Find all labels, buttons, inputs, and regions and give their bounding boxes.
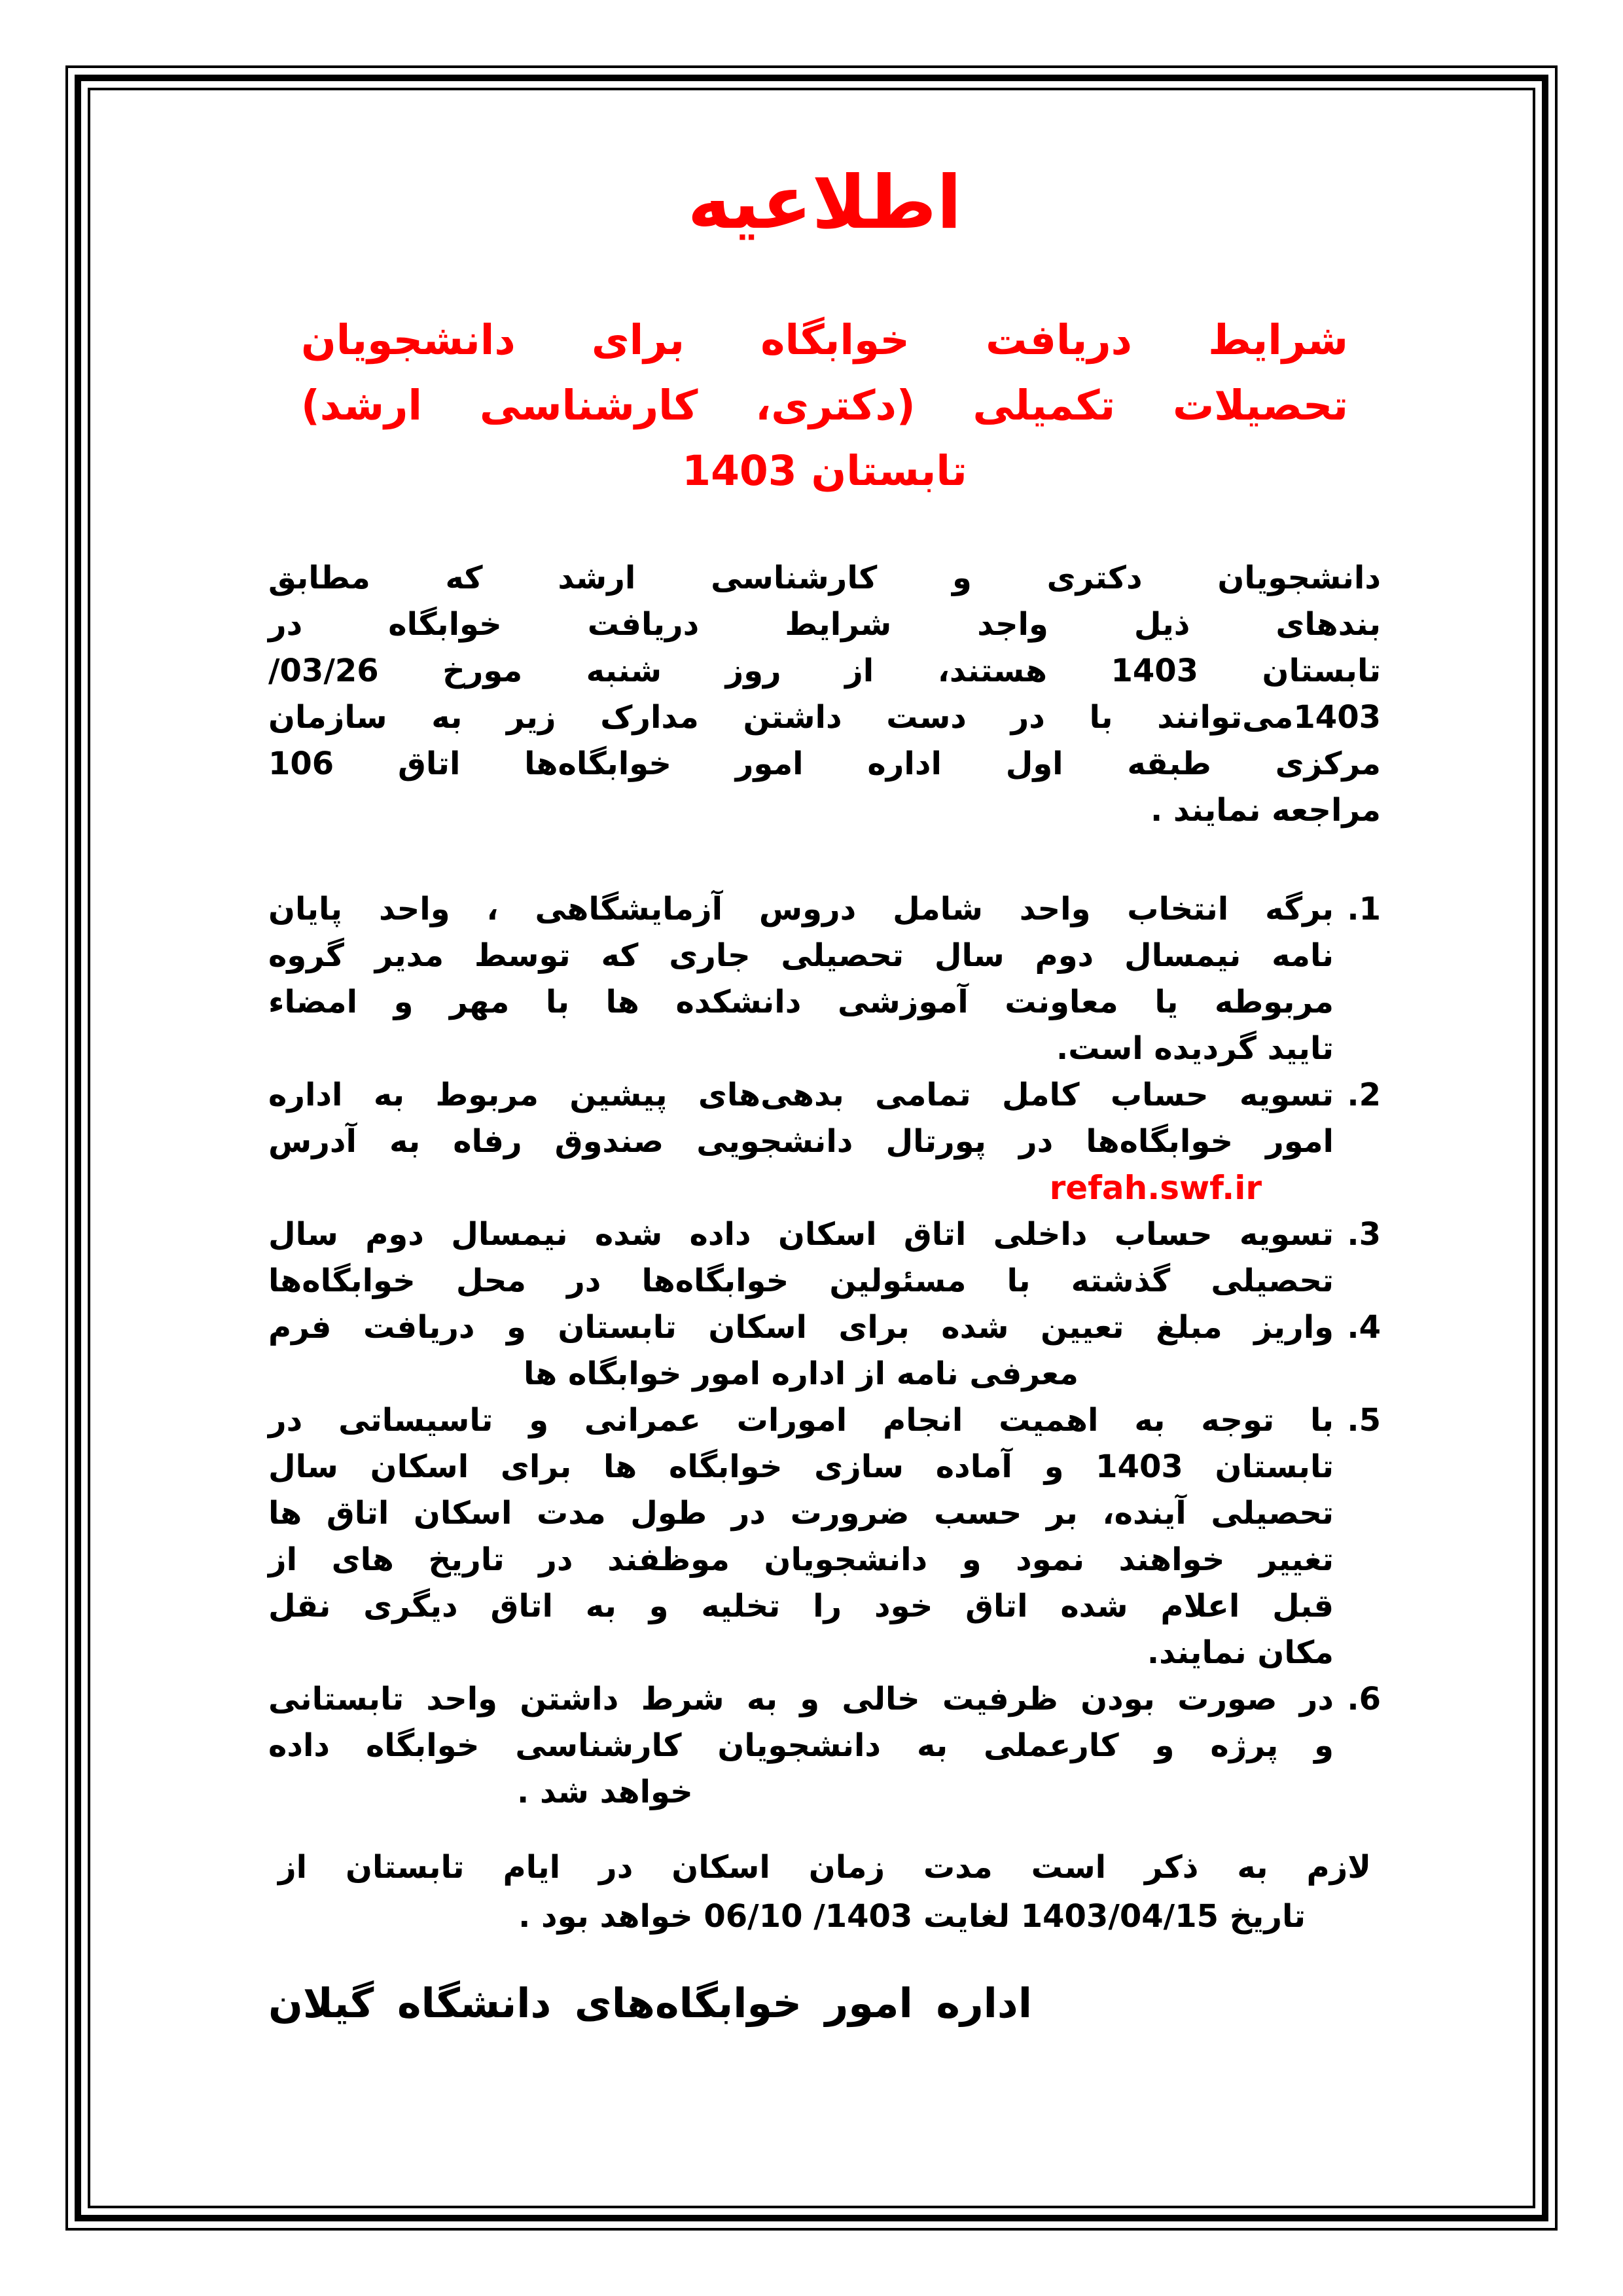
list-item-1 (268, 886, 1381, 1072)
list-item-5-line-4: تغییر خواهند نمود و دانشجویان موظفند در تاریخ های از (268, 1541, 1334, 1578)
list-item-4-line-2: معرفی نامه از اداره امور خوابگاه ها (523, 1355, 1079, 1392)
list-item-1-line-3: مربوطه یا معاونت آموزشی دانشکده ها با مهر و امضاء (268, 984, 1334, 1020)
subtitle-line-3: تابستان 1403 (682, 447, 967, 495)
list-item-2-line-2: امور خوابگاه‌ها در پورتال دانشجویی صندوق رفاه به آدرس (268, 1123, 1334, 1160)
list-item-6-line-3: خواهد شد . (517, 1774, 693, 1810)
list-item-1-line-4: تایید گردیده است. (1056, 1030, 1334, 1067)
intro-line-3: تابستان 1403 هستند، از روز شنبه مورخ 03/26/ (268, 653, 1381, 689)
list-item-5 (268, 1397, 1381, 1676)
closing-line-1: لازم به ذکر است مدت زمان اسکان در ایام تابستان از (278, 1849, 1371, 1886)
signature-footer: اداره امور خوابگاه‌های دانشگاه گیلان (268, 1979, 1033, 2027)
list-item-2-line-1: تسویه حساب کامل تمامی بدهی‌های پیشین مربوط به اداره (268, 1077, 1334, 1113)
document-content (268, 111, 1381, 2036)
intro-line-4: 1403می‌توانند با در دست داشتن مدارک زیر به سازمان (268, 699, 1381, 736)
list-item-6-number: 6. (1347, 1681, 1381, 1717)
list-item-5-line-6: مکان نمایند. (1147, 1634, 1334, 1671)
list-item-5-line-2: تابستان 1403 و آماده سازی خوابگاه ها برای اسکان سال (268, 1448, 1334, 1485)
list-item-2 (268, 1072, 1381, 1211)
closing-note (268, 1843, 1381, 1941)
list-item-5-text (268, 1397, 1334, 1676)
list-item-1-text (268, 886, 1334, 1072)
list-item-6 (268, 1676, 1381, 1816)
intro-line-5: مرکزی طبقه اول اداره امور خوابگاه‌ها اتاق 106 (268, 745, 1381, 782)
requirements-list (268, 886, 1381, 1816)
closing-line-2: تاریخ 1403/04/15 لغایت 1403/ 06/10 خواهد بود . (518, 1898, 1306, 1935)
notice-title: اطلاعیه (687, 160, 962, 245)
list-item-5-line-3: تحصیلی آینده، بر حسب ضرورت در طول مدت اسکان اتاق ها (268, 1495, 1334, 1532)
list-item-6-line-1: در صورت بودن ظرفیت خالی و به شرط داشتن واحد تابستانی (268, 1681, 1334, 1717)
subtitle-line-1: شرایط دریافت خوابگاه برای دانشجویان (301, 316, 1348, 364)
subtitle-line-2: تحصیلات تکمیلی (دکتری، کارشناسی ارشد) (301, 382, 1348, 429)
list-item-5-number: 5. (1347, 1402, 1381, 1439)
list-item-4-number: 4. (1347, 1309, 1381, 1346)
refah-portal-link[interactable]: refah.swf.ir (1049, 1169, 1262, 1207)
list-item-2-number: 2. (1347, 1077, 1381, 1113)
list-item-4 (268, 1304, 1381, 1397)
list-item-5-line-1: با توجه به اهمیت انجام امورات عمرانی و تاسیساتی در (268, 1402, 1334, 1439)
intro-line-6: مراجعه نمایند . (1150, 792, 1381, 829)
intro-paragraph (268, 555, 1381, 834)
list-item-4-text (268, 1304, 1334, 1397)
list-item-2-text (268, 1072, 1334, 1211)
list-item-4-line-1: واریز مبلغ تعیین شده برای اسکان تابستان و دریافت فرم (268, 1309, 1334, 1346)
list-item-6-line-2: و پرژه و کارعملی به دانشجویان کارشناسی خوابگاه داده (268, 1727, 1334, 1764)
intro-line-2: بندهای ذیل واجد شرایط دریافت خوابگاه در (268, 606, 1381, 643)
refah-portal-link-line (268, 1165, 1334, 1211)
list-item-3 (268, 1211, 1381, 1304)
notice-subtitle (268, 308, 1381, 504)
intro-line-1: دانشجویان دکتری و کارشناسی ارشد که مطابق (268, 560, 1381, 596)
list-item-3-line-1: تسویه حساب داخلی اتاق اسکان داده شده نیمسال دوم سال (268, 1216, 1334, 1253)
list-item-1-line-1: برگه انتخاب واحد شامل دروس آزمایشگاهی ، واحد پایان (268, 891, 1334, 927)
list-item-3-text (268, 1211, 1334, 1304)
list-item-5-line-5: قبل اعلام شده اتاق خود را تخلیه و به اتاق دیگری نقل (268, 1588, 1334, 1624)
list-item-6-text (268, 1676, 1334, 1816)
list-item-1-line-2: نامه نیمسال دوم سال تحصیلی جاری که توسط مدیر گروه (268, 937, 1334, 974)
list-item-1-number: 1. (1347, 891, 1381, 927)
list-item-3-number: 3. (1347, 1216, 1381, 1253)
list-item-3-line-2: تحصیلی گذشته با مسئولین خوابگاه‌ها در محل خوابگاه‌ها (268, 1263, 1334, 1299)
